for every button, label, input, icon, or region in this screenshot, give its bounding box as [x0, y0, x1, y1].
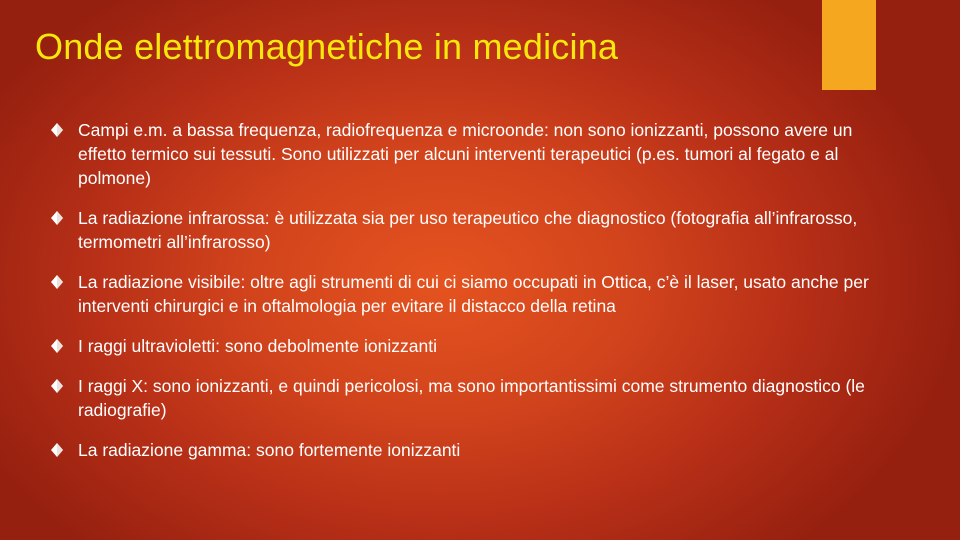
slide-title: Onde elettromagnetiche in medicina	[35, 26, 619, 67]
bullet-item	[50, 334, 870, 358]
bullet-list	[50, 118, 870, 478]
diamond-bullet-icon	[50, 336, 64, 356]
bullet-text: La radiazione visibile: oltre agli strumenti di cui ci siamo occupati in Ottica, c’è il laser, usato anche per interventi chirurgici e in oftalmologia per evitare il distacco della retina	[78, 272, 869, 316]
diamond-bullet-icon	[50, 376, 64, 396]
bullet-item	[50, 206, 870, 254]
diamond-bullet-icon	[50, 208, 64, 228]
bullet-text: La radiazione gamma: sono fortemente ionizzanti	[78, 440, 461, 460]
bullet-item	[50, 438, 870, 462]
bullet-text: I raggi X: sono ionizzanti, e quindi pericolosi, ma sono importantissimi come strumento diagnostico (le radiografie)	[78, 376, 865, 420]
bullet-item	[50, 374, 870, 422]
bullet-item	[50, 270, 870, 318]
bullet-text: Campi e.m. a bassa frequenza, radiofrequenza e microonde: non sono ionizzanti, possono avere un effetto termico sui tessuti. Sono utilizzati per alcuni interventi terapeutici (p.es. tumori al fegato e al polmone)	[78, 120, 853, 188]
accent-tab	[822, 0, 876, 90]
diamond-bullet-icon	[50, 120, 64, 140]
bullet-item	[50, 118, 870, 190]
diamond-bullet-icon	[50, 440, 64, 460]
bullet-text: La radiazione infrarossa: è utilizzata sia per uso terapeutico che diagnostico (fotografia all’infrarosso, termometri all’infrarosso)	[78, 208, 858, 252]
bullet-text: I raggi ultravioletti: sono debolmente ionizzanti	[78, 336, 437, 356]
diamond-bullet-icon	[50, 272, 64, 292]
